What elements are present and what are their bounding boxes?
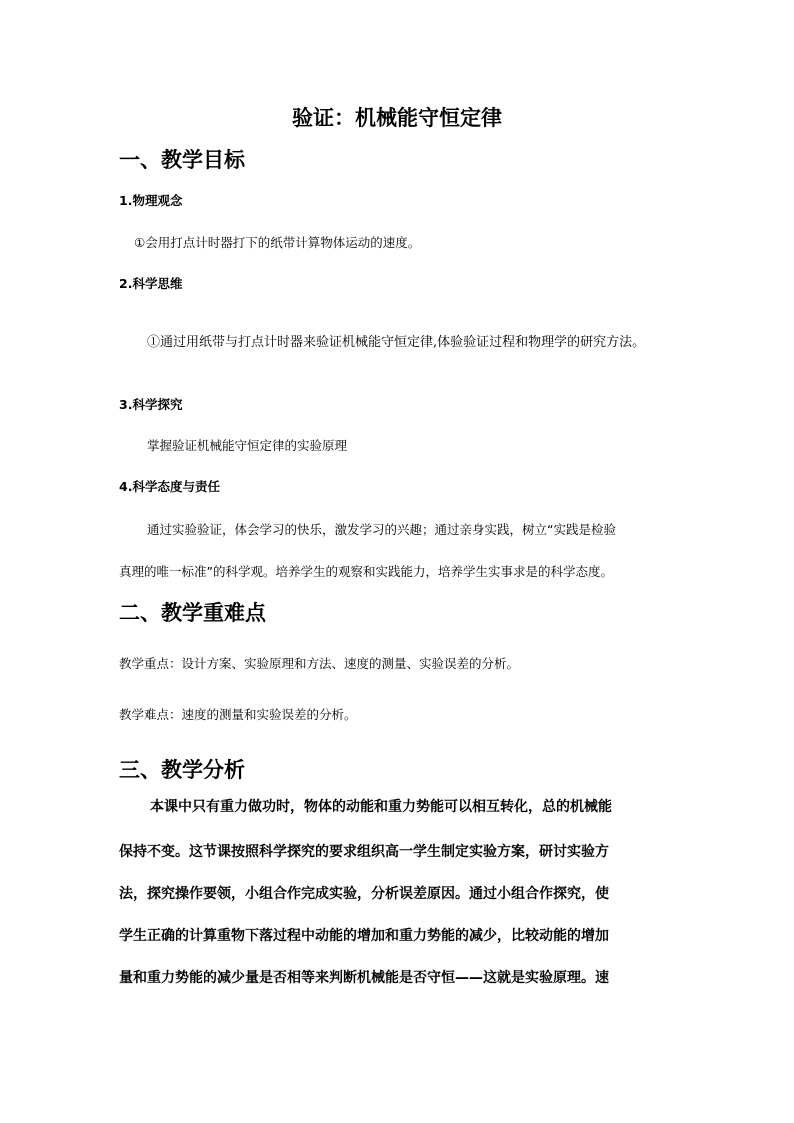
analysis-line-2: 保持不变。这节课按照科学探究的要求组织高一学生制定实验方案，研讨实验方 [119, 844, 609, 860]
paragraph-difficult-point: 教学难点：速度的测量和实验误差的分析。 [119, 707, 357, 722]
paragraph-key-point: 教学重点：设计方案、实验原理和方法、速度的测量、实验误差的分析。 [119, 656, 520, 671]
analysis-line-5: 量和重力势能的减少量是否相等来判断机械能是否守恒——这就是实验原理。速 [119, 970, 609, 986]
subheading-scientific-thinking: 2.科学思维 [119, 276, 183, 291]
analysis-line-4: 学生正确的计算重物下落过程中动能的增加和重力势能的减少，比较动能的增加 [119, 928, 609, 944]
subheading-physics-concept: 1.物理观念 [119, 193, 183, 208]
paragraph-physics-concept: ①会用打点计时器打下的纸带计算物体运动的速度。 [134, 235, 421, 250]
section-heading-analysis: 三、教学分析 [119, 758, 245, 782]
subheading-attitude-responsibility: 4.科学态度与责任 [119, 479, 220, 494]
paragraph-scientific-inquiry: 掌握验证机械能守恒定律的实验原理 [147, 438, 348, 453]
analysis-line-3: 法，探究操作要领，小组合作完成实验，分析误差原因。通过小组合作探究，使 [119, 886, 609, 902]
section-heading-key-difficult: 二、教学重难点 [119, 601, 266, 625]
paragraph-scientific-thinking: ①通过用纸带与打点计时器来验证机械能守恒定律,体验验证过程和物理学的研究方法。 [147, 335, 646, 350]
document-title: 验证：机械能守恒定律 [292, 106, 502, 130]
subheading-scientific-inquiry: 3.科学探究 [119, 397, 183, 412]
paragraph-attitude-line-2: 真理的唯一标准”的科学观。培养学生的观察和实践能力，培养学生实事求是的科学态度。 [119, 564, 613, 579]
section-heading-objectives: 一、教学目标 [119, 148, 245, 172]
paragraph-attitude-line-1: 通过实验验证，体会学习的快乐，激发学习的兴趣；通过亲身实践，树立“实践是检验 [147, 522, 616, 537]
analysis-line-1: 本课中只有重力做功时，物体的动能和重力势能可以相互转化，总的机械能 [150, 799, 612, 815]
